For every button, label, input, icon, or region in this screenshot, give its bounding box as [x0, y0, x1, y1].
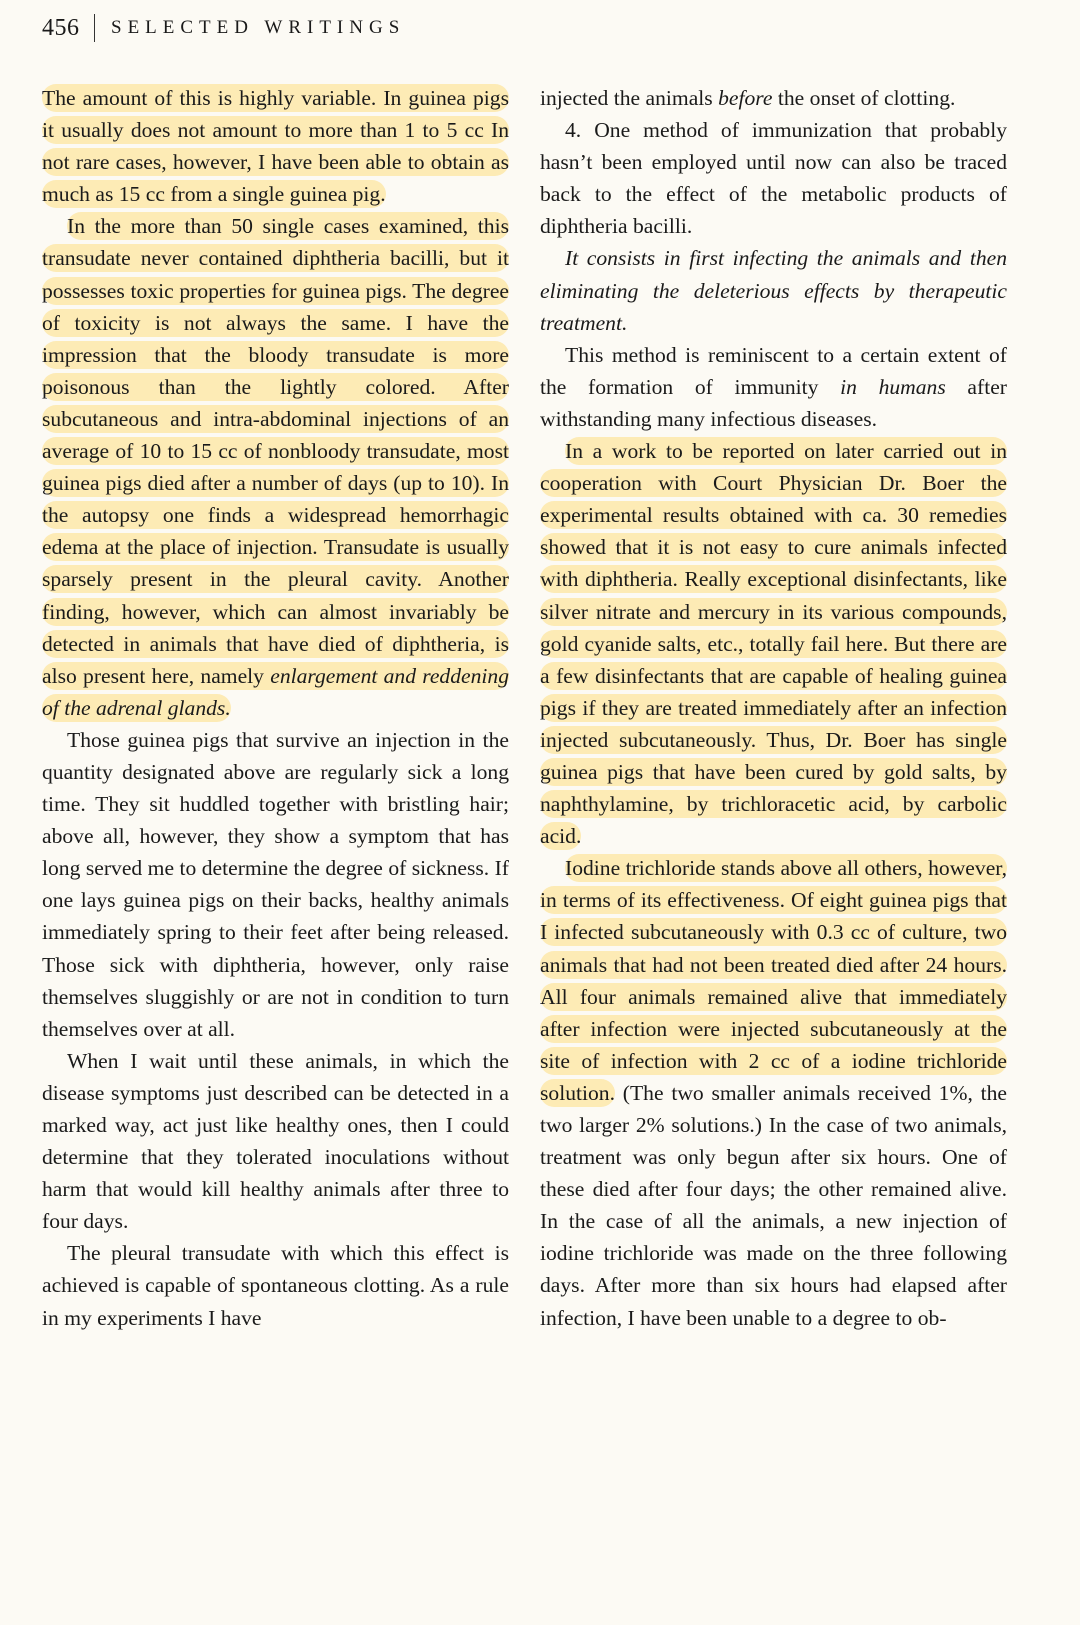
- paragraph: [540, 82, 1007, 114]
- highlighted-text: In a work to be reported on later carried out in cooperation with Court Physician Dr. Boer the experimental results obtained with ca. 30 remedies showed that it is not easy to cure animals infected with diphtheria. Really exceptional disinfectants, like silver nitrate and mercury in its various compounds, gold cyanide salts, etc., totally fail here. But there are a few disinfectants that are capable of healing guinea pigs if they are treated immediately after an infection injected subcutaneously. Thus, Dr. Boer has single guinea pigs that have been cured by gold salts, by naphthylamine, by trichloracetic acid, by carbolic acid.: [540, 439, 1007, 849]
- paragraph: When I wait until these animals, in which the disease symptoms just described can be detected in a marked way, act just like healthy ones, then I could determine that they tolerated inoculations without harm that would kill healthy animals after three to four days.: [42, 1048, 509, 1234]
- paragraph: The pleural transudate with which this effect is achieved is capable of spontaneous clotting. As a rule in my experiments I have: [42, 1241, 509, 1330]
- italic-paragraph: It consists in first infecting the animals and then eliminating the deleterious effects by therapeutic treatment.: [540, 246, 1007, 335]
- highlighted-text: [42, 212, 509, 721]
- italic-text: in humans: [840, 374, 946, 399]
- page-number: 456: [42, 14, 80, 41]
- paragraph-text: after withstanding many infectious diseases.: [540, 374, 1007, 431]
- header-divider: [94, 14, 96, 42]
- highlighted-text: Iodine trichloride stands above all others, however, in terms of its effectiveness. Of eight guinea pigs that I infected subcutaneously with 0.3 cc of culture, two animals that had not been treated died after 24 hours. All four animals remained alive that immediately after infection were injected subcutaneously at the site of infection with 2 cc of a iodine trichloride solution.: [540, 856, 1007, 1105]
- page-header: [42, 8, 405, 48]
- running-title: SELECTED WRITINGS: [111, 17, 406, 38]
- paragraph: [540, 339, 1007, 435]
- paragraph-text: the onset of clotting.: [777, 86, 956, 110]
- italic-text: enlargement and reddening of the adrenal glands.: [42, 663, 509, 720]
- paragraph-text: In the more than 50 single cases examined, this transudate never contained diphtheria bacilli, but it possesses toxic properties for guinea pigs. The degree of toxicity is not always the same. I have the impression that the bloody transudate is more poisonous than the lightly colored. After subcutaneous and intra-abdominal injections of an average of 10 to 15 cc of nonbloody transudate, most guinea pigs died after a number of days (up to 10). In the autopsy one finds a widespread hemorrhagic edema at the place of injection. Transudate is usually sparsely present in the pleural cavity. Another finding, however, which can almost invariably be detected in animals that have died of diphtheria, is also present here, namely: [42, 214, 509, 688]
- left-column: [42, 82, 509, 1334]
- paragraph: Those guinea pigs that survive an injection in the quantity designated above are regularly sick a long time. They sit huddled together with bristling hair; above all, however, they show a symptom that has long served me to determine the degree of sickness. If one lays guinea pigs on their backs, healthy animals immediately spring to their feet after being released. Those sick with diphtheria, however, only raise themselves sluggishly or are not in condition to turn themselves over at all.: [42, 727, 509, 1041]
- paragraph: [42, 82, 509, 210]
- paragraph: [42, 210, 509, 724]
- paragraph: [540, 852, 1007, 1333]
- paragraph: [540, 435, 1007, 852]
- italic-text: before: [718, 86, 773, 110]
- paragraph: 4. One method of immunization that probably hasn’t been employed until now can also be traced back to the effect of the metabolic products of diphtheria bacilli.: [540, 118, 1007, 239]
- paragraph-text: (The two smaller animals received 1%, the two larger 2% solutions.) In the case of two animals, treatment was only begun after six hours. One of these died after four days; the other remained alive. In the case of all the animals, a new injection of iodine trichloride was made on the three following days. After more than six hours had elapsed after infection, I have been unable to a degree to ob-: [540, 1080, 1007, 1330]
- paragraph-text: injected the animals: [540, 86, 713, 110]
- right-column: [540, 82, 1007, 1334]
- highlighted-text: The amount of this is highly variable. In guinea pigs it usually does not amount to more than 1 to 5 cc In not rare cases, however, I have been able to obtain as much as 15 cc from a single guinea pig.: [42, 86, 509, 207]
- paragraph-text: This method is reminiscent to a certain extent of the formation of immunity: [540, 342, 1007, 399]
